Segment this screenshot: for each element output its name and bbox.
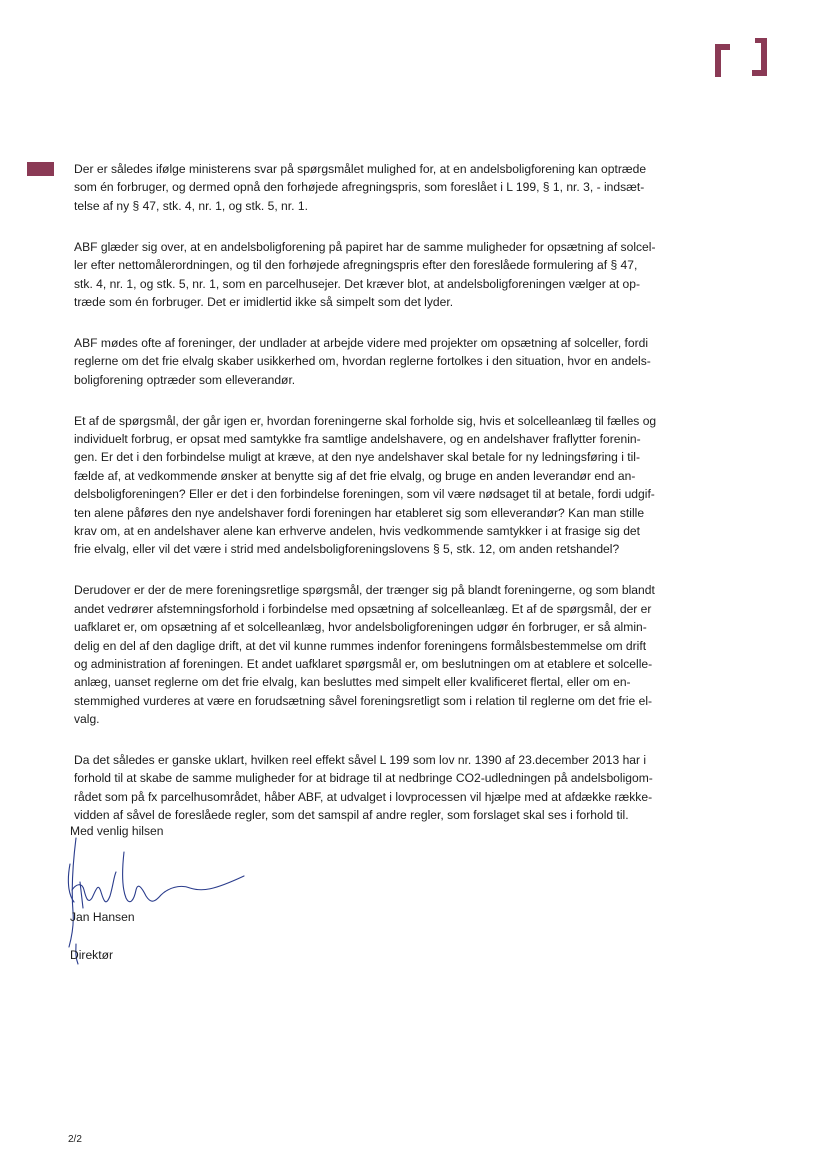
text-line: andet vedrører afstemningsforhold i forbindelse med opsætning af solcelleanlæg. Et af de spørgsmål, der er xyxy=(74,601,652,616)
text-line: gen. Er det i den forbindelse muligt at kræve, at den nye andelshaver skal betale for ny ledningsføring i til- xyxy=(74,450,641,465)
text-line: fælde af, at vedkommende ønsker at benytte sig af det frie elvalg, og bruge en anden leverandør end an- xyxy=(74,468,636,483)
text-line: krav om, at en andelshaver alene kan erhverve andelen, hvis vedkommende samtykker i at frasige sig det xyxy=(74,524,641,538)
text-line: frie elvalg, eller vil det være i strid med andelsboligforeningslovens § 5, stk. 12, om anden retshandel? xyxy=(74,542,620,557)
text-line: og administration af foreningen. Et andet uafklaret spørgsmål er, om beslutningen om at etablere et solcelle- xyxy=(74,656,653,671)
text-line: stemmighed vurderes at være en forudsætning såvel foreningsretligt som i relation til reglerne om det frie el- xyxy=(74,693,653,708)
signatory-name: Jan Hansen xyxy=(70,910,135,924)
paragraph xyxy=(74,238,714,312)
page-number: 2/2 xyxy=(68,1134,82,1145)
text-line: anlæg, uanset reglerne om det frie elvalg, kan besluttes med simpelt eller kvalificeret flertal, eller om en- xyxy=(74,675,631,690)
text-line: træde som én forbruger. Det er imidlertid ikke så simpelt som det lyder. xyxy=(74,294,454,309)
text-line: ten alene påføres den nye andelshaver fordi foreningen har etableret sig som elleverandør? Kan man stille xyxy=(74,505,645,520)
text-line: ABF mødes ofte af foreninger, der undlader at arbejde videre med projekter om opsætning af solceller, fordi xyxy=(74,335,649,350)
text-line: stk. 4, nr. 1, og stk. 5, nr. 1, som en parcelhusejer. Det kræver blot, at andelsboligforeningen vælger at op- xyxy=(74,276,641,291)
paragraph xyxy=(74,412,714,559)
text-line: telse af ny § 47, stk. 4, nr. 1, og stk. 5, nr. 1. xyxy=(74,198,308,213)
text-line: uafklaret er, om opsætning af et solcelleanlæg, hvor andelsboligforeningen udgør én forbruger, er så almin- xyxy=(74,620,647,635)
text-line: boligforening optræder som elleverandør. xyxy=(74,372,296,387)
text-line: Der er således ifølge ministerens svar på spørgsmålet mulighed for, at en andelsboligforening kan optræde xyxy=(74,162,647,176)
text-line: ler efter nettomålerordningen, og til den forhøjede afregningspris efter den foreslåede formulering af § 47, xyxy=(74,258,638,273)
margin-marker xyxy=(27,162,54,176)
letter-body xyxy=(74,160,714,847)
signatory-title: Direktør xyxy=(70,948,113,962)
paragraph xyxy=(74,751,714,825)
abf-logo-icon xyxy=(712,34,770,86)
paragraph xyxy=(74,334,714,389)
text-line: vidden af såvel de foreslåede regler, som det samspil af andre regler, som forslaget skal ses i forhold til. xyxy=(74,808,629,823)
text-line: delig en del af den daglige drift, at det vil kunne rummes indenfor foreningens formålsbestemmelse om drift xyxy=(74,638,647,653)
text-line: individuelt forbrug, er opsat med samtykke fra samtlige andelshavere, og en andelshaver fraflytter forenin- xyxy=(74,431,641,446)
paragraph xyxy=(74,581,714,728)
paragraph xyxy=(74,160,714,215)
text-line: ABF glæder sig over, at en andelsboligforening på papiret har de samme muligheder for opsætning af solcel- xyxy=(74,239,656,254)
text-line: rådet som på fx parcelhusområdet, håber ABF, at udvalget i lovprocessen vil hjælpe med at afdække række- xyxy=(74,789,653,804)
text-line: Da det således er ganske uklart, hvilken reel effekt såvel L 199 som lov nr. 1390 af 23.december 2013 har i xyxy=(74,753,647,768)
text-line: reglerne om det frie elvalg skaber usikkerhed om, hvordan reglerne fortolkes i den situation, hvor en andels- xyxy=(74,354,651,369)
text-line: forhold til at skabe de samme muligheder for at bidrage til at nedbringe CO2-udledningen på andelsboligom- xyxy=(74,771,653,786)
closing-greeting: Med venlig hilsen xyxy=(70,824,164,838)
text-line: Et af de spørgsmål, der går igen er, hvordan foreningerne skal forholde sig, hvis et solcelleanlæg til fælles og xyxy=(74,413,657,428)
text-line: Derudover er der de mere foreningsretlige spørgsmål, der trænger sig på blandt foreningerne, og som blandt xyxy=(74,583,655,598)
text-line: delsboligforeningen? Eller er det i den forbindelse foreningen, som vil være nødsaget til at betale, fordi udgif- xyxy=(74,487,655,502)
text-line: som én forbruger, og dermed opnå den forhøjede afregningspris, som foreslået i L 199, § 1, nr. 3, - indsæt- xyxy=(74,180,645,195)
text-line: valg. xyxy=(74,712,100,727)
